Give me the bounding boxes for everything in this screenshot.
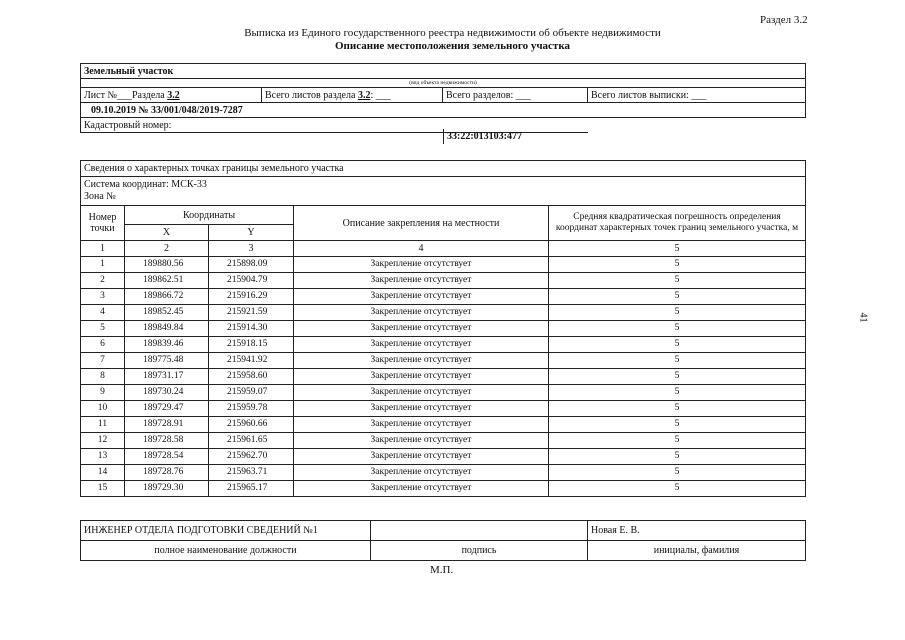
- section-label: Раздел 3.2: [760, 14, 808, 26]
- point-y: 215959.07: [209, 385, 294, 401]
- page-side-number: 41: [857, 312, 869, 323]
- point-row: [81, 481, 806, 497]
- col-index-4: 4: [294, 241, 549, 257]
- sheet-cell: [81, 88, 262, 103]
- point-row: [81, 289, 806, 305]
- point-x: 189728.76: [125, 465, 209, 481]
- point-y: 215962.70: [209, 449, 294, 465]
- point-number: 7: [81, 353, 125, 369]
- point-x: 189839.46: [125, 337, 209, 353]
- point-y: 215959.78: [209, 401, 294, 417]
- point-number: 3: [81, 289, 125, 305]
- point-x: 189852.45: [125, 305, 209, 321]
- total-sheets-extract: Всего листов выписки: ___: [588, 88, 806, 103]
- point-error: 5: [549, 449, 806, 465]
- point-number: 14: [81, 465, 125, 481]
- point-error: 5: [549, 465, 806, 481]
- point-y: 215916.29: [209, 289, 294, 305]
- point-row: [81, 401, 806, 417]
- total-sheets-section-label: Всего листов раздела: [265, 89, 356, 101]
- point-y: 215898.09: [209, 257, 294, 273]
- col-error-header: Средняя квадратическая погрешность определения координат характерных точек границ земельного участка, м: [549, 206, 806, 241]
- col-desc-header: Описание закрепления на местности: [294, 206, 549, 241]
- point-x: 189729.47: [125, 401, 209, 417]
- point-row: [81, 369, 806, 385]
- point-row: [81, 449, 806, 465]
- col-index-2: 2: [125, 241, 209, 257]
- point-error: 5: [549, 321, 806, 337]
- total-sections: Всего разделов: ___: [443, 88, 588, 103]
- date-number: 09.10.2019 № 33/001/048/2019-7287: [81, 103, 806, 118]
- point-row: [81, 321, 806, 337]
- point-error: 5: [549, 369, 806, 385]
- point-x: 189728.58: [125, 433, 209, 449]
- total-sheets-section-cell: [262, 88, 443, 103]
- points-heading: Сведения о характерных точках границы земельного участка: [81, 161, 806, 177]
- sheet-label: Лист №___Раздела: [84, 89, 165, 101]
- point-row: [81, 433, 806, 449]
- points-table: [80, 160, 806, 497]
- point-description: Закрепление отсутствует: [294, 273, 549, 289]
- point-y: 215958.60: [209, 369, 294, 385]
- point-error: 5: [549, 337, 806, 353]
- point-y: 215921.59: [209, 305, 294, 321]
- point-y: 215914.30: [209, 321, 294, 337]
- point-y: 215941.92: [209, 353, 294, 369]
- signature-caption: подпись: [371, 541, 588, 561]
- point-description: Закрепление отсутствует: [294, 401, 549, 417]
- point-number: 15: [81, 481, 125, 497]
- point-x: 189731.17: [125, 369, 209, 385]
- point-description: Закрепление отсутствует: [294, 465, 549, 481]
- point-row: [81, 257, 806, 273]
- point-description: Закрепление отсутствует: [294, 353, 549, 369]
- point-y: 215904.79: [209, 273, 294, 289]
- point-x: 189862.51: [125, 273, 209, 289]
- point-y: 215961.65: [209, 433, 294, 449]
- cadastral-label: Кадастровый номер:: [81, 118, 588, 133]
- point-row: [81, 305, 806, 321]
- point-error: 5: [549, 257, 806, 273]
- col-index-5: 5: [549, 241, 806, 257]
- point-y: 215965.17: [209, 481, 294, 497]
- point-description: Закрепление отсутствует: [294, 321, 549, 337]
- point-y: 215918.15: [209, 337, 294, 353]
- point-description: Закрепление отсутствует: [294, 289, 549, 305]
- point-row: [81, 465, 806, 481]
- point-error: 5: [549, 273, 806, 289]
- point-number: 8: [81, 369, 125, 385]
- document-title: Выписка из Единого государственного реестра недвижимости об объекте недвижимости: [244, 27, 661, 39]
- signature-table: [80, 520, 806, 561]
- object-type: Земельный участок: [81, 64, 806, 79]
- signatory-name: Новая Е. В.: [588, 521, 806, 541]
- point-row: [81, 417, 806, 433]
- point-row: [81, 385, 806, 401]
- point-x: 189866.72: [125, 289, 209, 305]
- total-sheets-section-value: 3.2: [357, 89, 371, 101]
- point-description: Закрепление отсутствует: [294, 337, 549, 353]
- point-description: Закрепление отсутствует: [294, 385, 549, 401]
- point-row: [81, 353, 806, 369]
- point-description: Закрепление отсутствует: [294, 417, 549, 433]
- name-caption: инициалы, фамилия: [588, 541, 806, 561]
- point-x: 189729.30: [125, 481, 209, 497]
- point-error: 5: [549, 353, 806, 369]
- point-error: 5: [549, 385, 806, 401]
- point-x: 189730.24: [125, 385, 209, 401]
- object-type-caption: (вид объекта недвижимости): [81, 79, 806, 88]
- point-number: 11: [81, 417, 125, 433]
- point-error: 5: [549, 433, 806, 449]
- point-x: 189728.91: [125, 417, 209, 433]
- zone: Зона №: [84, 191, 116, 202]
- point-description: Закрепление отсутствует: [294, 433, 549, 449]
- point-number: 1: [81, 257, 125, 273]
- point-number: 2: [81, 273, 125, 289]
- point-y: 215963.71: [209, 465, 294, 481]
- cadastral-number-cell: 33:22:013103:477: [443, 129, 807, 144]
- point-number: 13: [81, 449, 125, 465]
- point-x: 189775.48: [125, 353, 209, 369]
- point-x: 189728.54: [125, 449, 209, 465]
- point-x: 189849.84: [125, 321, 209, 337]
- position-caption: полное наименование должности: [81, 541, 371, 561]
- point-description: Закрепление отсутствует: [294, 305, 549, 321]
- section-value: 3.2: [167, 89, 180, 101]
- point-number: 12: [81, 433, 125, 449]
- point-number: 5: [81, 321, 125, 337]
- point-x: 189880.56: [125, 257, 209, 273]
- point-description: Закрепление отсутствует: [294, 257, 549, 273]
- col-y-header: Y: [209, 225, 294, 241]
- object-info-table: [80, 63, 806, 133]
- col-number-header: Номер точки: [81, 206, 125, 241]
- point-y: 215960.66: [209, 417, 294, 433]
- point-error: 5: [549, 289, 806, 305]
- point-number: 9: [81, 385, 125, 401]
- point-number: 10: [81, 401, 125, 417]
- point-description: Закрепление отсутствует: [294, 369, 549, 385]
- coord-info: [81, 177, 806, 206]
- signatory-position: ИНЖЕНЕР ОТДЕЛА ПОДГОТОВКИ СВЕДЕНИЙ №1: [81, 521, 371, 541]
- point-number: 6: [81, 337, 125, 353]
- document-subtitle: Описание местоположения земельного участка: [334, 40, 571, 52]
- point-error: 5: [549, 481, 806, 497]
- point-description: Закрепление отсутствует: [294, 449, 549, 465]
- point-error: 5: [549, 401, 806, 417]
- col-x-header: X: [125, 225, 209, 241]
- point-error: 5: [549, 305, 806, 321]
- signature-field: [371, 521, 588, 541]
- point-row: [81, 273, 806, 289]
- coord-system: Система координат: МСК-33: [84, 179, 207, 190]
- stamp-place: М.П.: [430, 564, 454, 576]
- point-number: 4: [81, 305, 125, 321]
- total-sheets-section-suffix: : ___: [370, 89, 391, 101]
- point-description: Закрепление отсутствует: [294, 481, 549, 497]
- col-index-1: 1: [81, 241, 125, 257]
- point-row: [81, 337, 806, 353]
- point-error: 5: [549, 417, 806, 433]
- col-coords-header: Координаты: [125, 206, 294, 225]
- col-index-3: 3: [209, 241, 294, 257]
